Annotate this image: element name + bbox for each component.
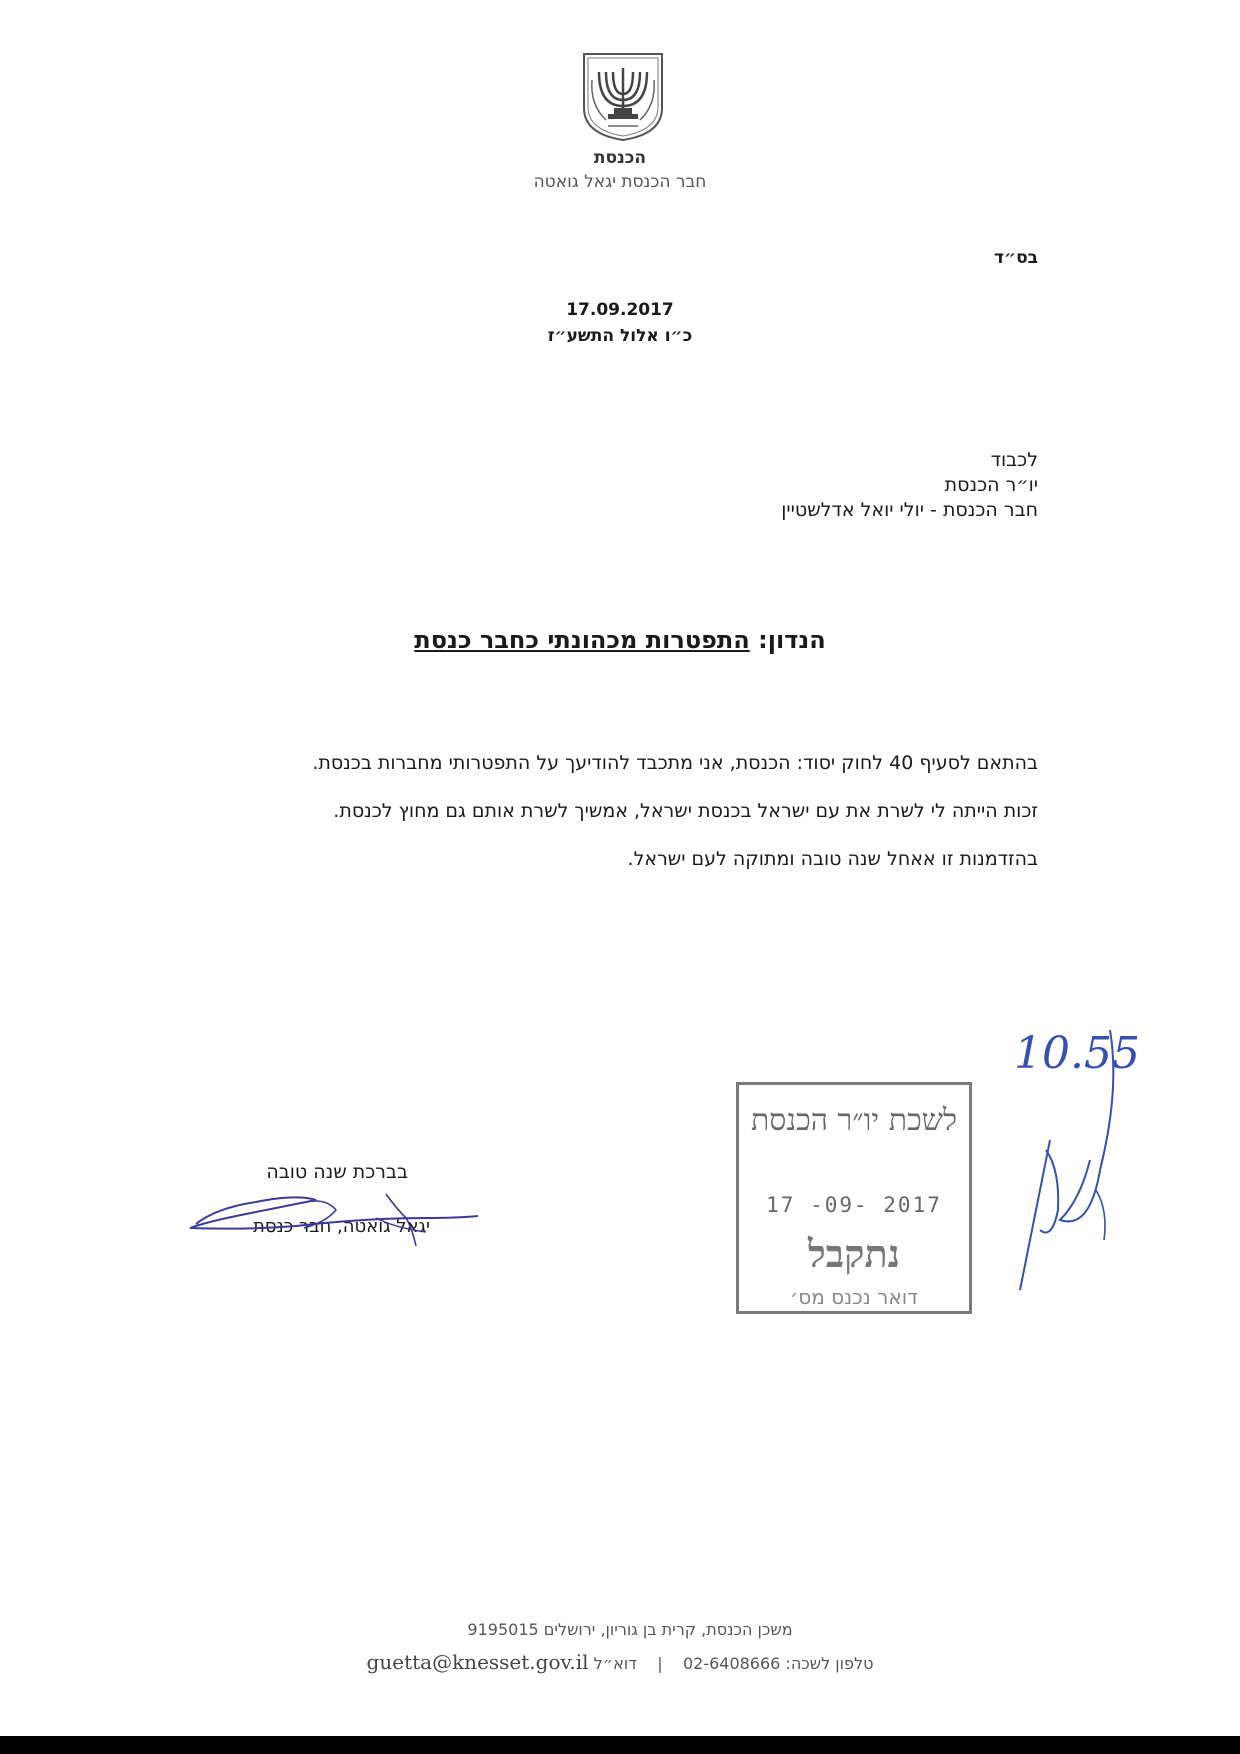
handwritten-time: 10.55 xyxy=(1014,1028,1140,1079)
scan-border xyxy=(0,1736,1240,1754)
menorah-emblem-icon xyxy=(578,50,668,142)
subject-line xyxy=(300,626,940,654)
footer-separator: | xyxy=(657,1654,663,1673)
handwritten-note xyxy=(1000,1000,1150,1300)
recipient-line: יו״ר הכנסת xyxy=(944,474,1038,496)
subject-text: התפטרות מכהונתי כחבר כנסת xyxy=(414,626,750,654)
received-stamp xyxy=(736,1082,972,1314)
signer-name: יגאל גואטה, חבר כנסת xyxy=(253,1216,430,1237)
body-paragraph: בהזדמנות זו אאחל שנה טובה ומתוקה לעם ישראל. xyxy=(627,848,1038,870)
member-name-line: חבר הכנסת יגאל גואטה xyxy=(533,172,707,192)
stamp-incoming-mail-line: דואר נכנס מס׳ xyxy=(789,1285,919,1309)
bsd-mark: בס״ד xyxy=(994,248,1038,268)
stamp-received-word: נתקבל xyxy=(808,1231,900,1276)
footer-contact xyxy=(300,1650,940,1674)
email-link[interactable]: guetta@knesset.gov.il xyxy=(366,1650,589,1674)
phone-label: טלפון לשכה: xyxy=(785,1654,874,1673)
body-paragraph: בהתאם לסעיף 40 לחוק יסוד: הכנסת, אני מתכבד להודיעך על התפטרותי מחברות בכנסת. xyxy=(312,752,1038,774)
recipient-block xyxy=(538,448,1038,523)
organization-name: הכנסת xyxy=(593,148,647,168)
phone-number: 02-6408666 xyxy=(682,1654,781,1673)
signature-scribble xyxy=(186,1188,486,1250)
stamp-date: 17 -09- 2017 xyxy=(766,1193,942,1217)
body-paragraph: זכות הייתה לי לשרת את עם ישראל בכנסת ישראל, אמשיך לשרת אותם גם מחוץ לכנסת. xyxy=(333,800,1038,822)
stamp-office-line: לשכת יו״ר הכנסת xyxy=(750,1103,957,1138)
footer-address: משכן הכנסת, קרית בן גוריון, ירושלים 9195015 xyxy=(467,1620,793,1639)
gregorian-date: 17.09.2017 xyxy=(566,300,674,320)
closing-greeting: בברכת שנה טובה xyxy=(266,1161,408,1183)
recipient-line: חבר הכנסת - יולי יואל אדלשטיין xyxy=(781,499,1038,521)
email-label: דוא״ל xyxy=(593,1654,637,1673)
recipient-line: לכבוד xyxy=(990,449,1038,471)
subject-prefix: הנדון: xyxy=(758,626,826,654)
hebrew-date: כ״ו אלול התשע״ז xyxy=(547,326,693,346)
